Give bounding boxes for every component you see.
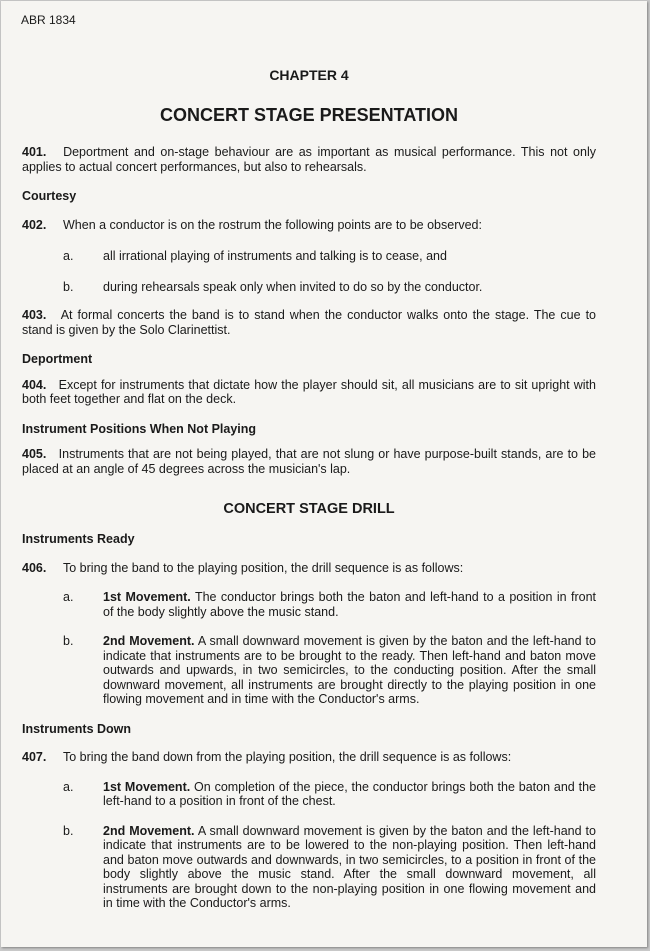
paragraph-407	[22, 750, 596, 765]
list-letter: b.	[63, 634, 74, 648]
heading-deportment: Deportment	[22, 352, 93, 366]
heading-courtesy: Courtesy	[22, 189, 77, 203]
paragraph-number: 407.	[22, 750, 47, 764]
list-letter: a.	[63, 779, 74, 794]
list-letter: b.	[63, 823, 74, 838]
list-item	[22, 280, 596, 295]
paragraph-text: At formal concerts the band is to stand when the conductor walks onto the stage. The cue to stand is given by the Solo Clarinettist.	[22, 308, 596, 337]
heading-instrument-positions: Instrument Positions When Not Playing	[22, 421, 257, 436]
movement-term: 1st Movement.	[103, 779, 191, 794]
list-item	[22, 824, 596, 911]
paragraph-text: Except for instruments that dictate how the player should sit, all musicians are to sit upright with both feet together and flat on the deck.	[22, 377, 596, 406]
paragraph-text: Deportment and on-stage behaviour are as important as musical performance. This not only applies to actual concert performances, but also to rehearsals.	[22, 145, 596, 174]
paragraph-406	[22, 561, 596, 576]
paragraph-text: Instruments that are not being played, that are not slung or have purpose-built stands, are to be placed at an angle of 45 degrees across the musician's lap.	[22, 447, 596, 476]
document-code: ABR 1834	[21, 13, 76, 27]
paragraph-401	[22, 145, 596, 174]
list-item	[22, 634, 596, 707]
paragraph-number: 401.	[22, 145, 47, 159]
paragraph-text: To bring the band to the playing position, the drill sequence is as follows:	[63, 560, 464, 575]
paragraph-text: To bring the band down from the playing position, the drill sequence is as follows:	[63, 750, 512, 764]
list-letter: a.	[63, 249, 74, 263]
list-letter: b.	[63, 279, 74, 294]
list-text: The conductor brings both the baton and left-hand to a position in front of the body slightly above the music stand.	[103, 590, 596, 619]
heading-instruments-down: Instruments Down	[22, 721, 132, 736]
movement-term: 2nd Movement.	[103, 823, 195, 838]
list-text: all irrational playing of instruments and talking is to cease, and	[103, 249, 447, 263]
chapter-label: CHAPTER 4	[269, 67, 349, 83]
page-content	[22, 67, 596, 911]
heading-instruments-ready: Instruments Ready	[22, 532, 135, 546]
list-text: A small downward movement is given by the baton and the left-hand to indicate that instruments are to be brought to the ready. Then left-hand and baton move outwards and upwards, in two semicircles, to the conducting position. After the small downward movement, all instruments are brought directly to the playing position in one flowing movement and in time with the Conductor's arms.	[103, 634, 596, 706]
paragraph-number: 406.	[22, 560, 47, 575]
paragraph-405	[22, 447, 596, 476]
paragraph-text: When a conductor is on the rostrum the following points are to be observed:	[63, 217, 482, 232]
paragraph-number: 403.	[22, 308, 47, 322]
document-page	[1, 1, 647, 947]
list-item	[22, 249, 596, 264]
section-title-drill: CONCERT STAGE DRILL	[223, 501, 395, 517]
list-text: On completion of the piece, the conductor brings both the baton and the left-hand to a position in front of the chest.	[103, 779, 596, 808]
paragraph-403	[22, 308, 596, 337]
paragraph-number: 405.	[22, 447, 47, 461]
list-text: during rehearsals speak only when invited to do so by the conductor.	[103, 279, 483, 294]
movement-term: 2nd Movement.	[103, 634, 195, 648]
paragraph-number: 402.	[22, 217, 47, 232]
paragraph-number: 404.	[22, 377, 47, 392]
movement-term: 1st Movement.	[103, 590, 191, 604]
list-item	[22, 780, 596, 809]
list-text: A small downward movement is given by the baton and the left-hand to indicate that instruments are to be lowered to the non-playing position. Then left-hand and baton move outwards and downwards, in two semicircles, to a position in front of the body slightly above the music stand. After the small downward movement, all instruments are brought down to the non-playing position in one flowing movement and in time with the Conductor's arms.	[103, 823, 596, 910]
paragraph-402	[22, 218, 596, 233]
list-letter: a.	[63, 590, 74, 604]
chapter-title: CONCERT STAGE PRESENTATION	[159, 105, 458, 125]
paragraph-404	[22, 378, 596, 407]
list-item	[22, 590, 596, 619]
